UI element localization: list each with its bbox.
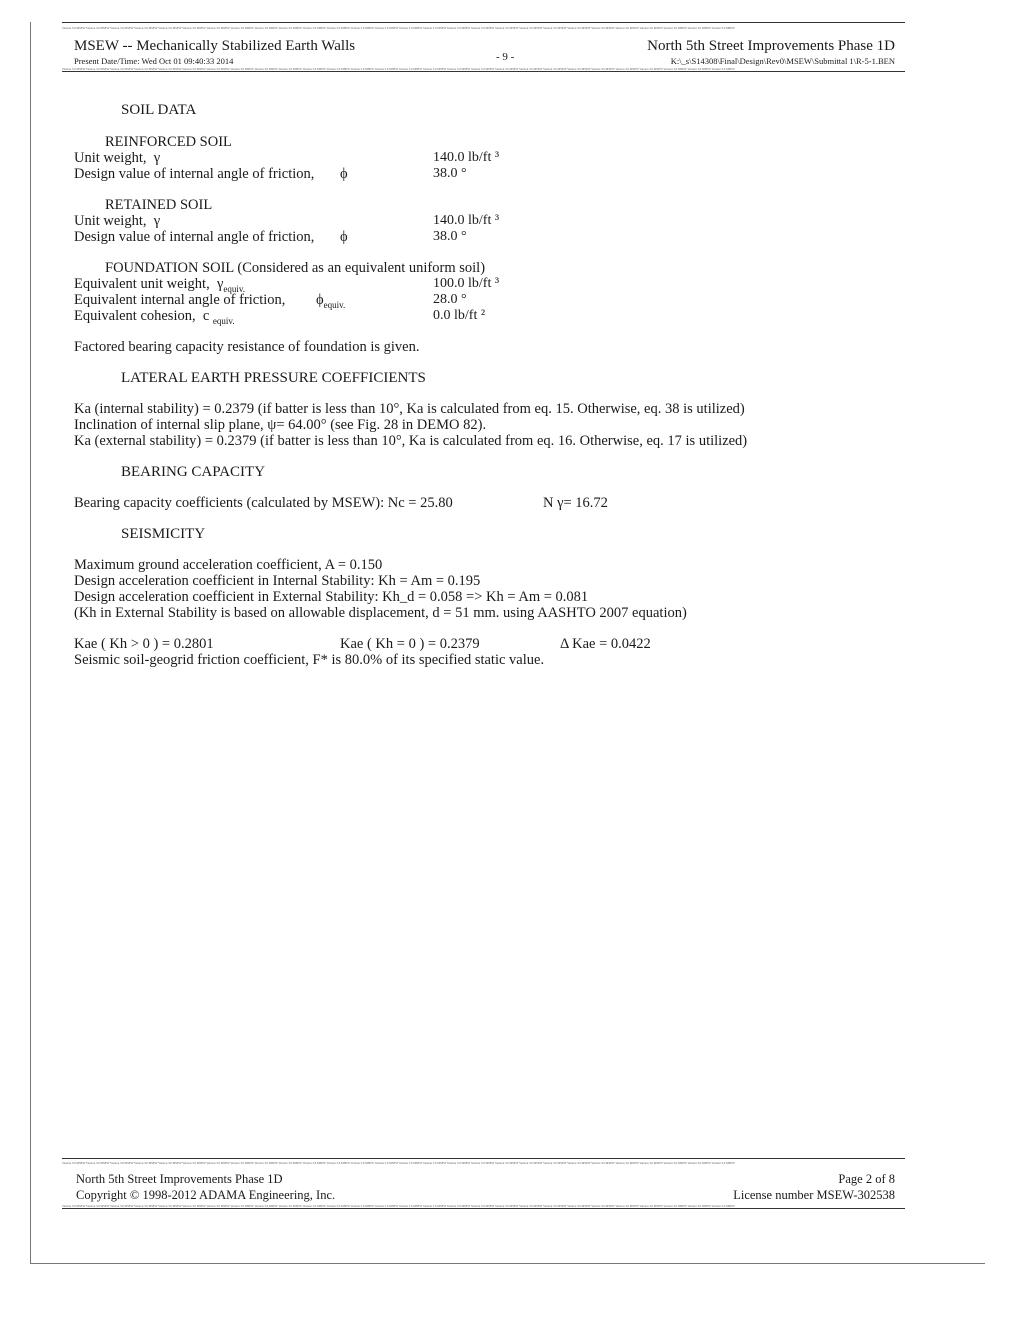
footer-top-strip: Version 3.0 MSEW Version 3.0 MSEW Version 3.0 MSEW Version 3.0 MSEW Version 3.0 MSEW Version 3.0 MSEW Version 3.0 MSEW Version 3.0 MSEW Version 3.0 MSEW Version 3.0 MSEW Version 3.0 MSEW Version 3.0 MSEW Version 3.0 MSEW Version 3.0 MSEW Version 3.0 MSEW Version 3.0 MSEW Version 3.0 MSEW Version 3.0 MSEW Version 3.0 MSEW Version 3.0 MSEW Version 3.0 MSEW Version 3.0 MSEW Version 3.0 MSEW Version 3.0 MSEW Version 3.0 MSEW Version 3.0 MSEW Version 3.0 MSEW Version 3.0 MSEW (62, 1161, 735, 1165)
bearing-capacity-title: BEARING CAPACITY (121, 464, 266, 480)
retained-soil-heading: RETAINED SOIL (105, 197, 213, 213)
kae-positive: Kae ( Kh > 0 ) = 0.2801 (74, 636, 214, 652)
seismicity-title: SEISMICITY (121, 526, 206, 542)
kae-delta: Δ Kae = 0.0422 (560, 636, 651, 652)
header-bottom-strip: Version 3.0 MSEW Version 3.0 MSEW Version 3.0 MSEW Version 3.0 MSEW Version 3.0 MSEW Version 3.0 MSEW Version 3.0 MSEW Version 3.0 MSEW Version 3.0 MSEW Version 3.0 MSEW Version 3.0 MSEW Version 3.0 MSEW Version 3.0 MSEW Version 3.0 MSEW Version 3.0 MSEW Version 3.0 MSEW Version 3.0 MSEW Version 3.0 MSEW Version 3.0 MSEW Version 3.0 MSEW Version 3.0 MSEW Version 3.0 MSEW Version 3.0 MSEW Version 3.0 MSEW Version 3.0 MSEW Version 3.0 MSEW Version 3.0 MSEW Version 3.0 MSEW (62, 67, 735, 71)
project-title: North 5th Street Improvements Phase 1D (647, 38, 895, 54)
foundation-unit-weight-label: Equivalent unit weight, $\gamma_{equiv.}$ (74, 276, 246, 294)
slip-plane-line: Inclination of internal slip plane, ψ= 64.00° (see Fig. 28 in DEMO 82). (74, 417, 487, 433)
kae-zero: Kae ( Kh = 0 ) = 0.2379 (340, 636, 480, 652)
page-marker: - 9 - (496, 51, 515, 63)
header-top-line (62, 22, 905, 23)
kh-displacement-note: (Kh in External Stability is based on allowable displacement, d = 51 mm. using AASHTO 2007 equation) (74, 605, 687, 621)
foundation-friction-label: Equivalent internal angle of friction, (74, 292, 286, 308)
reinforced-soil-heading: REINFORCED SOIL (105, 134, 232, 150)
header-bottom-line (62, 71, 905, 72)
reinforced-unit-weight-label: Unit weight, γ (74, 150, 161, 166)
footer-bottom-strip: Version 3.0 MSEW Version 3.0 MSEW Version 3.0 MSEW Version 3.0 MSEW Version 3.0 MSEW Version 3.0 MSEW Version 3.0 MSEW Version 3.0 MSEW Version 3.0 MSEW Version 3.0 MSEW Version 3.0 MSEW Version 3.0 MSEW Version 3.0 MSEW Version 3.0 MSEW Version 3.0 MSEW Version 3.0 MSEW Version 3.0 MSEW Version 3.0 MSEW Version 3.0 MSEW Version 3.0 MSEW Version 3.0 MSEW Version 3.0 MSEW Version 3.0 MSEW Version 3.0 MSEW Version 3.0 MSEW Version 3.0 MSEW Version 3.0 MSEW Version 3.0 MSEW (62, 1204, 735, 1208)
kh-internal-line: Design acceleration coefficient in Internal Stability: Kh = Am = 0.195 (74, 573, 481, 589)
bearing-resistance-note: Factored bearing capacity resistance of foundation is given. (74, 339, 420, 355)
program-title: MSEW -- Mechanically Stabilized Earth Walls (74, 38, 356, 54)
page-frame-left (30, 22, 31, 1264)
equiv-subscript: equiv. (212, 315, 235, 326)
footer-top-line (62, 1158, 905, 1159)
footer-project: North 5th Street Improvements Phase 1D (76, 1172, 283, 1186)
footer-license: License number MSEW-302538 (733, 1188, 895, 1202)
retained-friction-value: 38.0 ° (433, 229, 467, 244)
file-path: K:\_s\S14308\Final\Design\Rev0\MSEW\Submittal 1\R-5-1.BEN (670, 56, 895, 66)
soil-data-title: SOIL DATA (121, 102, 197, 118)
page-frame-bottom (30, 1263, 985, 1264)
header-top-strip: Version 3.0 MSEW Version 3.0 MSEW Version 3.0 MSEW Version 3.0 MSEW Version 3.0 MSEW Version 3.0 MSEW Version 3.0 MSEW Version 3.0 MSEW Version 3.0 MSEW Version 3.0 MSEW Version 3.0 MSEW Version 3.0 MSEW Version 3.0 MSEW Version 3.0 MSEW Version 3.0 MSEW Version 3.0 MSEW Version 3.0 MSEW Version 3.0 MSEW Version 3.0 MSEW Version 3.0 MSEW Version 3.0 MSEW Version 3.0 MSEW Version 3.0 MSEW Version 3.0 MSEW Version 3.0 MSEW Version 3.0 MSEW Version 3.0 MSEW Version 3.0 MSEW (62, 26, 735, 30)
foundation-friction-value: 28.0 ° (433, 292, 467, 307)
present-datetime: Present Date/Time: Wed Oct 01 09:40:33 2014 (74, 56, 234, 66)
reinforced-friction-label: Design value of internal angle of friction, (74, 166, 315, 182)
gamma-symbol: γ (216, 276, 224, 292)
equiv-subscript: equiv. (323, 299, 346, 310)
gamma-symbol: γ (153, 150, 161, 166)
retained-unit-weight-value: 140.0 lb/ft ³ (433, 213, 500, 228)
footer-page-number: Page 2 of 8 (838, 1172, 895, 1186)
footer-copyright: Copyright © 1998-2012 ADAMA Engineering, Inc. (76, 1188, 336, 1202)
retained-friction-label: Design value of internal angle of friction, (74, 229, 315, 245)
gamma-symbol: γ (153, 213, 161, 229)
retained-unit-weight-label: Unit weight, γ (74, 213, 161, 229)
reinforced-friction-value: 38.0 ° (433, 166, 467, 181)
footer-bottom-line (62, 1208, 905, 1209)
foundation-cohesion-label: Equivalent cohesion, c $_{equiv.}$ (74, 308, 235, 326)
lateral-pressure-title: LATERAL EARTH PRESSURE COEFFICIENTS (121, 370, 426, 386)
ka-internal-line: Ka (internal stability) = 0.2379 (if batter is less than 10°, Ka is calculated from eq. 15. Otherwise, eq. 38 is utilized) (74, 401, 745, 417)
foundation-cohesion-value: 0.0 lb/ft ² (433, 308, 486, 323)
equiv-subscript: equiv. (223, 283, 246, 294)
phi-symbol: ϕ (340, 229, 348, 245)
phi-equiv-symbol: $\phi_{equiv.}$ (316, 292, 346, 310)
bearing-coefficient-ngamma: N γ= 16.72 (543, 495, 608, 511)
phi-symbol: ϕ (340, 166, 348, 182)
max-ground-acceleration: Maximum ground acceleration coefficient, A = 0.150 (74, 557, 383, 573)
bearing-coefficients-nc: Bearing capacity coefficients (calculated by MSEW): Nc = 25.80 (74, 495, 453, 511)
foundation-soil-heading: FOUNDATION SOIL (Considered as an equivalent uniform soil) (105, 260, 486, 276)
kh-external-line: Design acceleration coefficient in External Stability: Kh_d = 0.058 => Kh = Am = 0.081 (74, 589, 589, 605)
reinforced-unit-weight-value: 140.0 lb/ft ³ (433, 150, 500, 165)
seismic-friction-note: Seismic soil-geogrid friction coefficient, F* is 80.0% of its specified static value. (74, 652, 545, 668)
ka-external-line: Ka (external stability) = 0.2379 (if batter is less than 10°, Ka is calculated from eq. 16. Otherwise, eq. 17 is utilized) (74, 433, 748, 449)
foundation-unit-weight-value: 100.0 lb/ft ³ (433, 276, 500, 291)
